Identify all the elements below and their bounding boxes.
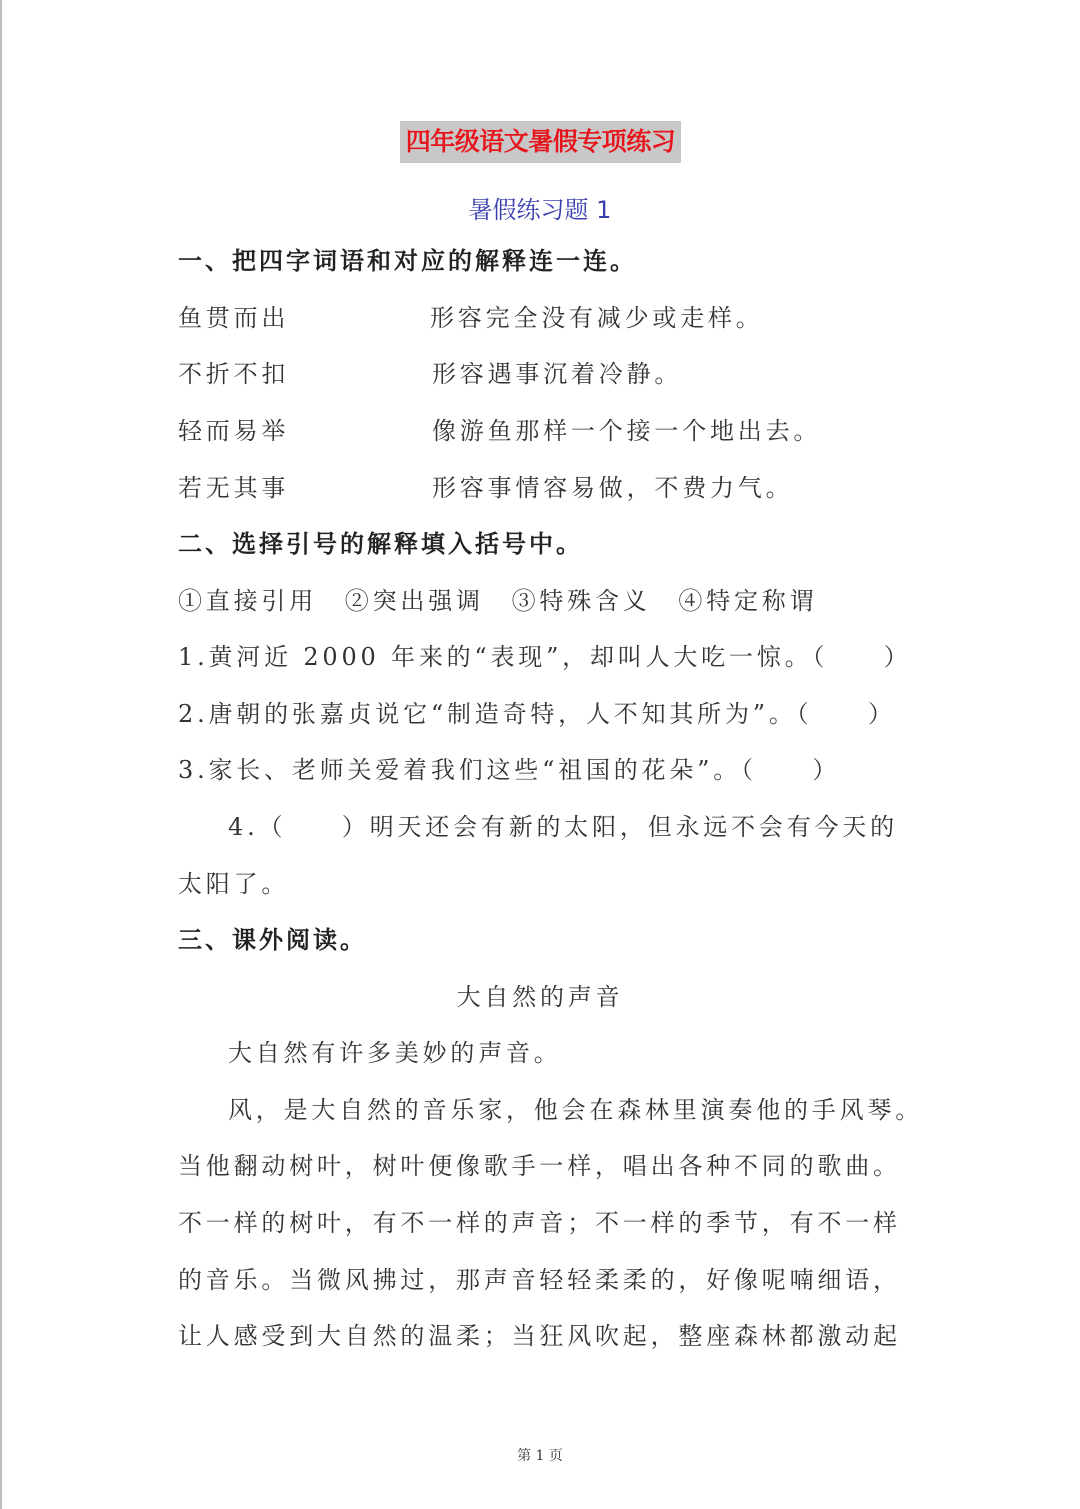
passage-title: 大自然的声音 xyxy=(456,983,624,1011)
question-4: 4.（ ）明天还会有新的太阳，但永远不会有今天的 xyxy=(228,813,898,841)
meaning-2: 形容遇事沉着冷静。 xyxy=(432,360,683,388)
document-title: 四年级语文暑假专项练习 xyxy=(400,121,681,163)
page-edge xyxy=(0,0,2,1509)
question-2: 2.唐朝的张嘉贞说它“制造奇特，人不知其所为”。（ ） xyxy=(178,700,896,728)
word-2: 不折不扣 xyxy=(178,360,290,388)
meaning-3: 像游鱼那样一个接一个地出去。 xyxy=(432,417,822,445)
page-number: 第 1 页 xyxy=(517,1448,563,1464)
word-3: 轻而易举 xyxy=(178,417,290,445)
passage-line: 的音乐。当微风拂过，那声音轻轻柔柔的，好像呢喃细语， xyxy=(178,1266,901,1294)
question-1: 1.黄河近 2000 年来的“表现”，却叫人大吃一惊。（ ） xyxy=(178,643,912,671)
section2-heading: 二、选择引号的解释填入括号中。 xyxy=(178,530,583,558)
section3-heading: 三、课外阅读。 xyxy=(178,926,367,954)
question-4-cont: 太阳了。 xyxy=(178,870,290,898)
passage-line: 当他翻动树叶，树叶便像歌手一样，唱出各种不同的歌曲。 xyxy=(178,1152,901,1180)
meaning-4: 形容事情容易做，不费力气。 xyxy=(432,474,794,502)
word-4: 若无其事 xyxy=(178,474,290,502)
quote-options: ①直接引用 ②突出强调 ③特殊含义 ④特定称谓 xyxy=(178,587,818,615)
passage-line: 大自然有许多美妙的声音。 xyxy=(228,1039,562,1067)
word-1: 鱼贯而出 xyxy=(178,304,290,332)
meaning-1: 形容完全没有减少或走样。 xyxy=(430,304,764,332)
passage-line: 不一样的树叶，有不一样的声音；不一样的季节，有不一样 xyxy=(178,1209,901,1237)
passage-line: 让人感受到大自然的温柔；当狂风吹起，整座森林都激动起 xyxy=(178,1322,901,1350)
section1-heading: 一、把四字词语和对应的解释连一连。 xyxy=(178,247,637,275)
passage-line: 风，是大自然的音乐家，他会在森林里演奏他的手风琴。 xyxy=(228,1096,923,1124)
exercise-subtitle: 暑假练习题 1 xyxy=(468,196,612,224)
question-3: 3.家长、老师关爱着我们这些“祖国的花朵”。（ ） xyxy=(178,756,841,784)
